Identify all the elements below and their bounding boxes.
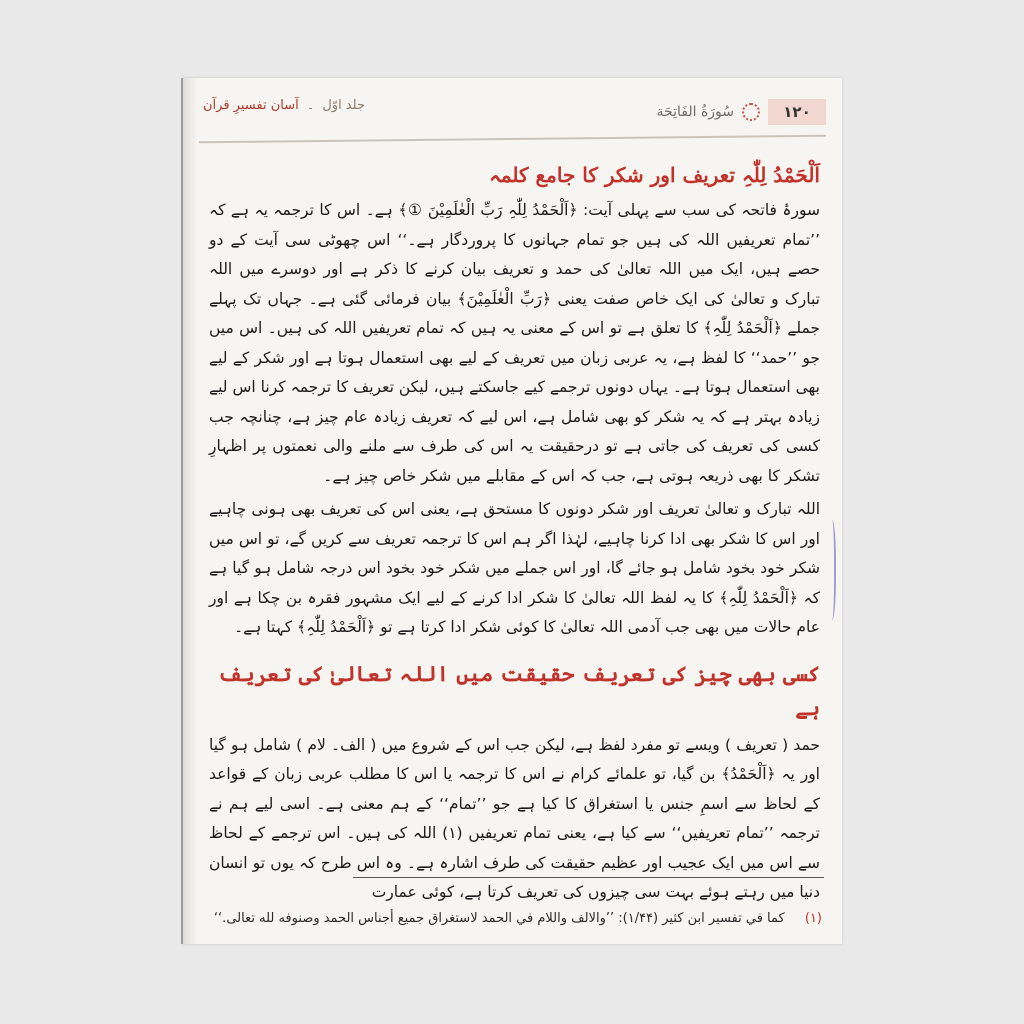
header-divider bbox=[199, 135, 826, 144]
running-header bbox=[199, 96, 826, 136]
page-gutter-shadow bbox=[183, 78, 197, 944]
paragraph: سورۂ فاتحہ کی سب سے پہلی آیت: ﴿اَلْحَمْدُ لِلّٰہِ رَبِّ الْعٰلَمِیْنَ ①﴾ ہے۔ اس کا ترجمہ یہ ہے کہ ’’تمام تعریفیں اللہ کی ہیں جو تمام جہانوں کا پروردگار ہے۔‘‘ اس چھوٹی سی آیت کے دو حصے ہیں، ایک میں اللہ تعالیٰ کی حمد و تعریف بیان کرنے کا ذکر ہے اور دوسرے میں اللہ تبارک و تعالیٰ کی ایک خاص صفت یعنی ﴿رَبِّ الْعٰلَمِیْنَ﴾ بیان فرمائی گئی ہے۔ جہاں تک پہلے جملے ﴿اَلْحَمْدُ لِلّٰہِ﴾ کا تعلق ہے تو اس کے معنی یہ ہیں کہ تمام تعریفیں اللہ کی ہیں۔ اس میں جو ’’حمد‘‘ کا لفظ ہے، یہ عربی زبان میں تعریف کے لیے بھی استعمال ہوتا ہے اور شکر کے لیے بھی استعمال ہوتا ہے۔ یہاں دونوں ترجمے کیے جاسکتے ہیں، لیکن تعریف کا ترجمہ کرنا اس لیے زیادہ بہتر ہے کہ یہ شکر کو بھی شامل ہے، اس لیے کہ تعریف زیادہ عام چیز ہے، چنانچہ جب کسی کی تعریف کی جاتی ہے تو درحقیقت یہ اس کی طرف سے ملنے والی نعمتوں پر اظہارِ تشکر کا بھی ذریعہ ہوتی ہے، جب کہ اس کے مقابلے میں شکر خاص چیز ہے۔ bbox=[209, 201, 820, 485]
paragraph: اللہ تبارک و تعالیٰ تعریف اور شکر دونوں کا مستحق ہے، یعنی اس کی تعریف بھی ہونی چاہیے اور اس کا شکر بھی ادا کرنا چاہیے، لہٰذا اگر ہم اس کا ترجمہ تعریف سے کریں گے، تو اس میں شکر خود بخود شامل ہو جائے گا، اور اس جملے میں شکر خود بخود اس درجہ شامل ہو گیا ہے کہ ﴿اَلْحَمْدُ لِلّٰہِ﴾ کا یہ لفظ اللہ تعالیٰ کا شکر ادا کرنے کے لیے ایک مشہور فقرہ بن چکا ہے اور عام حالات میں بھی جب آدمی اللہ تعالیٰ کا کوئی شکر ادا کرتا ہے تو ﴿اَلْحَمْدُ لِلّٰہِ﴾ کہتا ہے۔ bbox=[209, 500, 820, 636]
section-heading-2: کسی بھی چیز کی تعریف حقیقت میں اللہ تعالیٰ کی تعریف ہے bbox=[217, 660, 820, 720]
footnote-divider bbox=[353, 877, 824, 878]
series-title: آسان تفسیرِ قرآن bbox=[203, 98, 299, 113]
volume-label: جلد اوّل bbox=[322, 98, 365, 113]
footnote-text: کما في تفسير ابن کثير (۱/۴۴): ’’والالف واللام في الحمد لاستغراق جميع أجناس الحمد وصنوفه لله تعالى.‘‘ bbox=[213, 911, 785, 926]
footnote-marker: (۱) bbox=[804, 911, 822, 926]
rosette-icon bbox=[742, 103, 760, 121]
header-surah-block bbox=[657, 96, 826, 128]
page-body bbox=[209, 150, 820, 901]
ink-stroke bbox=[826, 520, 836, 620]
header-separator: ۔ bbox=[306, 98, 315, 113]
header-volume-series bbox=[203, 98, 365, 113]
page-number: ۱۲۰ bbox=[768, 99, 826, 125]
paragraph: حمد ( تعریف ) ویسے تو مفرد لفظ ہے، لیکن جب اس کے شروع میں ( الف۔ لام ) شامل ہو گیا اور یہ ﴿اَلْحَمْدُ﴾ بن گیا، تو علمائے کرام نے اس کا ترجمہ یا اس کا مطلب عربی زبان کے قواعد کے لحاظ سے اسمِ جنس یا استغراق کا کیا ہے جو ’’تمام‘‘ کے ہم معنی ہے۔ اسی لیے ہم نے ترجمہ ’’تمام تعریفیں‘‘ سے کیا ہے، یعنی تمام تعریفیں (۱) اللہ کی ہیں۔ اس ترجمے کے لحاظ سے اس میں ایک عجیب اور عظیم حقیقت کی طرف اشارہ ہے۔ وہ اس طرح کہ یوں تو انسان دنیا میں رہتے ہوئے بہت سی چیزوں کی تعریف کرتا ہے، کوئی عمارت bbox=[209, 735, 820, 901]
surah-title: سُورَةُ الفَاتِحَة bbox=[656, 104, 734, 120]
footnote bbox=[209, 908, 822, 930]
section-heading-1: اَلْحَمْدُ لِلّٰہِ تعریف اور شکر کا جامع کلمہ bbox=[489, 163, 820, 187]
book-page bbox=[183, 78, 842, 944]
